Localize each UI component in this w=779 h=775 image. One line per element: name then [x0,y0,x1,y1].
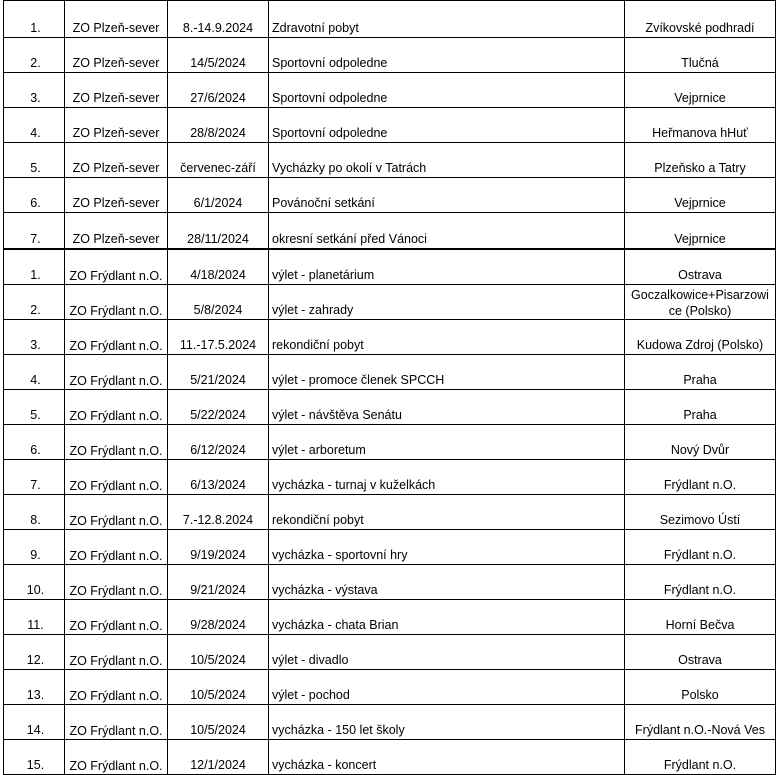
events-table [3,0,776,775]
activity-cell: Vycházky po okolí v Tatrách [269,143,625,178]
events-table-body [4,1,776,775]
table-row [4,705,776,740]
activity-cell: vycházka - turnaj v kuželkách [269,460,625,495]
date-cell: 28/8/2024 [168,108,269,143]
table-row [4,670,776,705]
date-cell: 28/11/2024 [168,213,269,250]
organization-cell: ZO Frýdlant n.O. [65,390,168,425]
activity-cell: výlet - pochod [269,670,625,705]
row-number: 3. [4,320,65,355]
row-number: 14. [4,705,65,740]
date-cell: 5/22/2024 [168,390,269,425]
place-cell: Vejprnice [625,73,776,108]
row-number: 4. [4,355,65,390]
row-number: 9. [4,530,65,565]
date-cell: 10/5/2024 [168,705,269,740]
place-cell: Ostrava [625,249,776,285]
place-cell: Vejprnice [625,178,776,213]
table-row [4,530,776,565]
date-cell: 6/12/2024 [168,425,269,460]
place-cell: Frýdlant n.O. [625,530,776,565]
organization-cell: ZO Plzeň-sever [65,143,168,178]
row-number: 6. [4,178,65,213]
row-number: 7. [4,213,65,250]
place-cell: Praha [625,390,776,425]
place-cell: Vejprnice [625,213,776,250]
activity-cell: vycházka - výstava [269,565,625,600]
date-cell: 5/8/2024 [168,285,269,320]
table-row [4,355,776,390]
activity-cell: Zdravotní pobyt [269,1,625,38]
table-row [4,565,776,600]
row-number: 11. [4,600,65,635]
table-row [4,320,776,355]
organization-cell: ZO Frýdlant n.O. [65,249,168,285]
date-cell: 5/21/2024 [168,355,269,390]
organization-cell: ZO Plzeň-sever [65,108,168,143]
activity-cell: rekondiční pobyt [269,320,625,355]
table-row [4,495,776,530]
activity-cell: výlet - návštěva Senátu [269,390,625,425]
row-number: 7. [4,460,65,495]
activity-cell: výlet - arboretum [269,425,625,460]
organization-cell: ZO Frýdlant n.O. [65,740,168,775]
table-row [4,390,776,425]
table-row [4,1,776,38]
table-row [4,108,776,143]
organization-cell: ZO Frýdlant n.O. [65,705,168,740]
row-number: 6. [4,425,65,460]
organization-cell: ZO Frýdlant n.O. [65,285,168,320]
date-cell: 10/5/2024 [168,635,269,670]
organization-cell: ZO Plzeň-sever [65,38,168,73]
place-cell: Heřmanova hHuť [625,108,776,143]
activity-cell: okresní setkání před Vánoci [269,213,625,250]
date-cell: 7.-12.8.2024 [168,495,269,530]
row-number: 12. [4,635,65,670]
organization-cell: ZO Frýdlant n.O. [65,425,168,460]
date-cell: 14/5/2024 [168,38,269,73]
organization-cell: ZO Frýdlant n.O. [65,355,168,390]
activity-cell: výlet - promoce členek SPCCH [269,355,625,390]
table-row [4,460,776,495]
place-cell: Tlučná [625,38,776,73]
row-number: 5. [4,143,65,178]
activity-cell: Povánoční setkání [269,178,625,213]
row-number: 10. [4,565,65,600]
place-cell: Frýdlant n.O.-Nová Ves [625,705,776,740]
activity-cell: výlet - planetárium [269,249,625,285]
place-cell: Nový Dvůr [625,425,776,460]
row-number: 13. [4,670,65,705]
organization-cell: ZO Frýdlant n.O. [65,320,168,355]
table-row [4,38,776,73]
date-cell: 8.-14.9.2024 [168,1,269,38]
activity-cell: výlet - divadlo [269,635,625,670]
organization-cell: ZO Plzeň-sever [65,213,168,250]
activity-cell: vycházka - koncert [269,740,625,775]
row-number: 1. [4,1,65,38]
row-number: 1. [4,249,65,285]
table-row [4,213,776,250]
table-row [4,600,776,635]
date-cell: 9/19/2024 [168,530,269,565]
activity-cell: Sportovní odpoledne [269,38,625,73]
place-cell: Plzeňsko a Tatry [625,143,776,178]
row-number: 5. [4,390,65,425]
activity-cell: vycházka - 150 let školy [269,705,625,740]
date-cell: 6/13/2024 [168,460,269,495]
table-row [4,740,776,775]
row-number: 4. [4,108,65,143]
date-cell: 9/28/2024 [168,600,269,635]
row-number: 2. [4,38,65,73]
table-row [4,285,776,320]
row-number: 8. [4,495,65,530]
date-cell: 12/1/2024 [168,740,269,775]
activity-cell: rekondiční pobyt [269,495,625,530]
activity-cell: Sportovní odpoledne [269,108,625,143]
place-cell: Goczalkowice+Pisarzowice (Polsko) [625,285,776,320]
row-number: 2. [4,285,65,320]
activity-cell: vycházka - sportovní hry [269,530,625,565]
date-cell: 27/6/2024 [168,73,269,108]
table-row [4,425,776,460]
place-cell: Frýdlant n.O. [625,740,776,775]
organization-cell: ZO Frýdlant n.O. [65,495,168,530]
organization-cell: ZO Plzeň-sever [65,178,168,213]
row-number: 3. [4,73,65,108]
place-cell: Horní Bečva [625,600,776,635]
place-cell: Praha [625,355,776,390]
date-cell: 6/1/2024 [168,178,269,213]
organization-cell: ZO Frýdlant n.O. [65,460,168,495]
table-row [4,249,776,285]
place-cell: Zvíkovské podhradí [625,1,776,38]
date-cell: červenec-září [168,143,269,178]
organization-cell: ZO Frýdlant n.O. [65,565,168,600]
date-cell: 4/18/2024 [168,249,269,285]
activity-cell: výlet - zahrady [269,285,625,320]
date-cell: 10/5/2024 [168,670,269,705]
place-cell: Kudowa Zdroj (Polsko) [625,320,776,355]
table-row [4,178,776,213]
place-cell: Polsko [625,670,776,705]
table-row [4,635,776,670]
date-cell: 11.-17.5.2024 [168,320,269,355]
place-cell: Sezimovo Ústí [625,495,776,530]
place-cell: Frýdlant n.O. [625,460,776,495]
organization-cell: ZO Plzeň-sever [65,73,168,108]
place-cell: Ostrava [625,635,776,670]
table-row [4,143,776,178]
place-cell: Frýdlant n.O. [625,565,776,600]
date-cell: 9/21/2024 [168,565,269,600]
activity-cell: vycházka - chata Brian [269,600,625,635]
activity-cell: Sportovní odpoledne [269,73,625,108]
row-number: 15. [4,740,65,775]
organization-cell: ZO Plzeň-sever [65,1,168,38]
organization-cell: ZO Frýdlant n.O. [65,600,168,635]
organization-cell: ZO Frýdlant n.O. [65,635,168,670]
organization-cell: ZO Frýdlant n.O. [65,670,168,705]
table-row [4,73,776,108]
organization-cell: ZO Frýdlant n.O. [65,530,168,565]
